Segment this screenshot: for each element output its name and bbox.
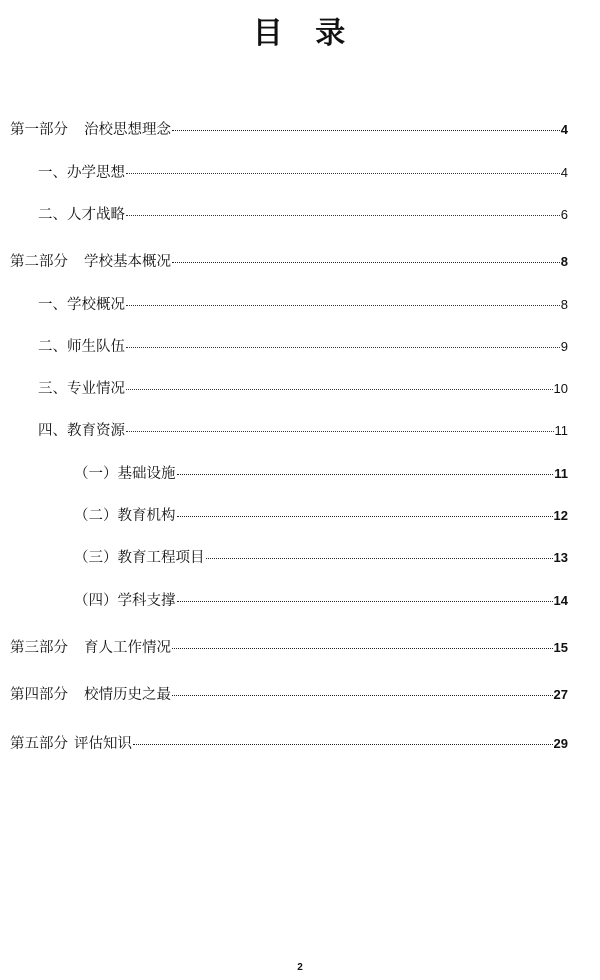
toc-entry-text: 二、人才战略 [38,207,125,223]
dot-leader [206,558,553,559]
dot-leader [126,431,554,432]
toc-entry-label [74,546,205,567]
toc-entry-label [38,203,125,224]
toc-entry[interactable] [10,636,568,657]
toc-entry[interactable] [38,293,568,314]
page-title: 目 录 [252,16,348,51]
toc-entry-label [38,335,125,356]
toc-entry-page: 14 [553,593,568,608]
toc-entry-page: 27 [553,687,568,702]
toc-entry-page: 15 [553,640,568,655]
toc-entry-label [10,636,171,657]
toc-entry[interactable] [74,546,568,567]
toc-entry-page: 11 [554,423,568,438]
toc-entry-page: 10 [553,381,568,396]
toc-entry-page: 9 [560,339,568,354]
toc-entry[interactable] [38,419,568,440]
toc-entry-text: 四、教育资源 [38,423,125,439]
toc-entry[interactable] [74,504,568,525]
toc-entry-label [10,250,171,271]
dot-leader [172,262,560,263]
toc-entry[interactable] [10,250,568,271]
toc-part-prefix: 第三部分 [10,640,68,656]
toc-entry-label [74,504,176,525]
toc-part-prefix: 第五部分 [10,736,68,752]
toc-entry-page: 29 [553,736,568,751]
toc-entry-text: 学校基本概况 [84,254,171,270]
dot-leader [126,347,560,348]
toc-entry-page: 11 [554,466,568,481]
toc-entry[interactable] [38,335,568,356]
toc-entry-text: （四）学科支撑 [74,593,176,609]
toc-entry-page: 6 [560,207,568,222]
toc-entry-page: 4 [560,165,568,180]
toc-entry-text: 评估知识 [74,736,132,752]
toc-entry-label [38,161,125,182]
toc-entry-text: （三）教育工程项目 [74,550,205,566]
dot-leader [126,215,560,216]
toc-part-prefix: 第二部分 [10,254,68,270]
dot-leader [133,744,553,745]
toc-entry[interactable] [74,462,568,483]
toc-entry[interactable] [38,203,568,224]
toc-entry-label [38,419,125,440]
toc-entry-text: 二、师生队伍 [38,339,125,355]
toc-entry-text: 一、办学思想 [38,165,125,181]
dot-leader [126,305,560,306]
toc-entry-page: 13 [553,550,568,565]
toc-entry-text: （二）教育机构 [74,508,176,524]
toc-entry[interactable] [10,732,568,753]
toc-entry-page: 4 [560,122,568,137]
toc-entry-page: 12 [553,508,568,523]
toc-entry[interactable] [38,161,568,182]
toc-entry-label [10,118,171,139]
toc-part-prefix: 第一部分 [10,122,68,138]
dot-leader [177,516,553,517]
toc-entry[interactable] [10,683,568,704]
dot-leader [177,601,553,602]
toc-entry[interactable] [10,118,568,139]
dot-leader [126,173,560,174]
toc-entry-text: 一、学校概况 [38,297,125,313]
dot-leader [172,130,560,131]
page-number: 2 [297,962,303,973]
toc-entry-text: 校情历史之最 [84,687,171,703]
toc-entry-page: 8 [560,297,568,312]
toc-entry[interactable] [38,377,568,398]
toc-entry-label [74,589,176,610]
toc-entry-label [10,732,132,753]
dot-leader [177,474,554,475]
toc-entry-label [38,377,125,398]
toc-entry-text: 育人工作情况 [84,640,171,656]
toc-entry-text: （一）基础设施 [74,466,176,482]
dot-leader [126,389,553,390]
toc-entry-text: 三、专业情况 [38,381,125,397]
toc-entry[interactable] [74,589,568,610]
toc-entry-label [74,462,176,483]
toc-entry-page: 8 [560,254,568,269]
toc-entry-label [10,683,171,704]
toc-part-prefix: 第四部分 [10,687,68,703]
dot-leader [172,648,553,649]
dot-leader [172,695,553,696]
toc-entry-text: 治校思想理念 [84,122,171,138]
toc-entry-label [38,293,125,314]
